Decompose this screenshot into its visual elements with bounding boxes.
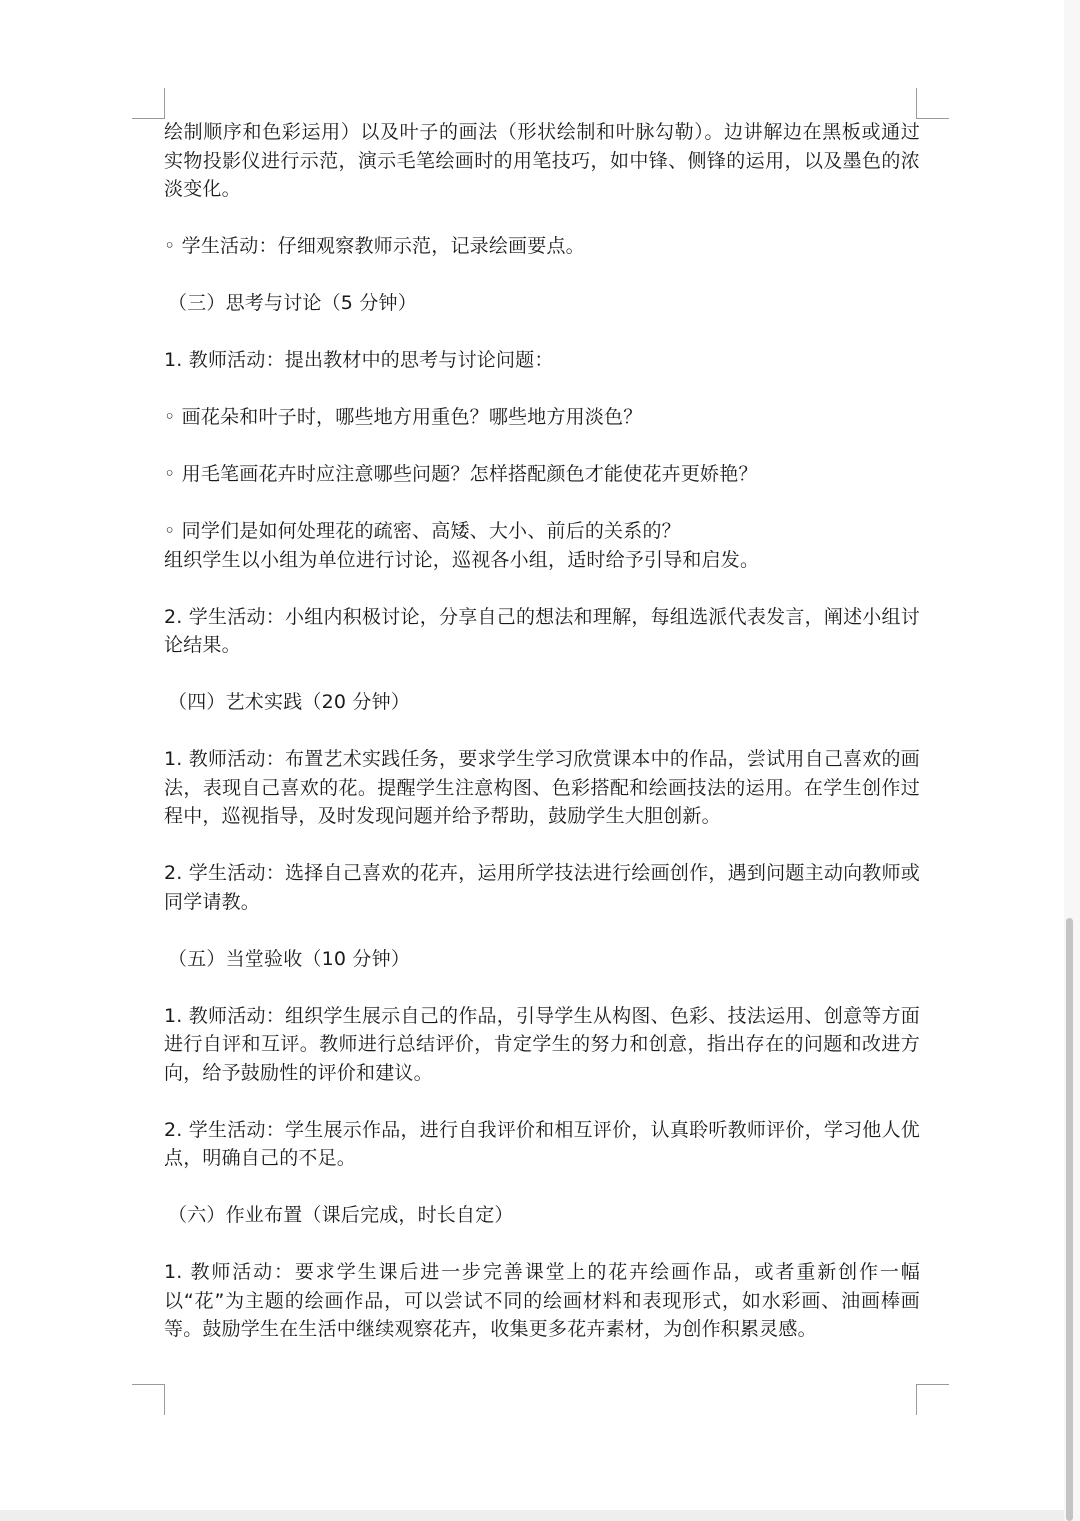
paragraph-student-evaluation: 2. 学生活动：学生展示作品，进行自我评价和相互评价，认真聆听教师评价，学习他人优点，明确自己的不足。: [164, 1118, 920, 1169]
document-body: [164, 118, 920, 1372]
paragraph-teacher-evaluation: 1. 教师活动：组织学生展示自己的作品，引导学生从构图、色彩、技法运用、创意等方面进行自评和互评。教师进行总结评价，肯定学生的努力和创意，指出存在的问题和改进方向，给予鼓励性的评价和建议。: [164, 1004, 920, 1084]
section-heading-discussion: （三）思考与讨论（5 分钟）: [168, 292, 417, 314]
paragraph-demo-description: 绘制顺序和色彩运用）以及叶子的画法（形状绘制和叶脉勾勒）。边讲解边在黑板或通过实物投影仪进行示范，演示毛笔绘画时的用笔技巧，如中锋、侧锋的运用，以及墨色的浓淡变化。: [164, 121, 920, 200]
paragraph-student-practice: 2. 学生活动：选择自己喜欢的花卉，运用所学技法进行绘画创作，遇到问题主动向教师或同学请教。: [164, 862, 920, 913]
paragraph-student-discussion: 2. 学生活动：小组内积极讨论，分享自己的想法和理解，每组选派代表发言，阐述小组讨论结果。: [164, 605, 920, 656]
margin-corner-top-left: [132, 88, 165, 119]
page-gap: [0, 1510, 1064, 1521]
list-item-question-1: ◦ 画花朵和叶子时，哪些地方用重色？哪些地方用淡色？: [164, 406, 643, 428]
section-heading-homework: （六）作业布置（课后完成，时长自定）: [168, 1204, 514, 1226]
section-heading-practice: （四）艺术实践（20 分钟）: [168, 691, 411, 713]
list-item-question-2: ◦ 用毛笔画花卉时应注意哪些问题？怎样搭配颜色才能使花卉更娇艳？: [164, 463, 758, 485]
paragraph-group-discussion: 组织学生以小组为单位进行讨论，巡视各小组，适时给予引导和启发。: [164, 548, 760, 571]
paragraph-teacher-homework: 1. 教师活动：要求学生课后进一步完善课堂上的花卉绘画作品，或者重新创作一幅以“花”为主题的绘画作品，可以尝试不同的绘画材料和表现形式，如水彩画、油画棒画等。鼓励学生在生活中继续观察花卉，收集更多花卉素材，为创作积累灵感。: [164, 1261, 920, 1340]
margin-corner-bottom-left: [132, 1384, 165, 1415]
list-item-question-3: ◦ 同学们是如何处理花的疏密、高矮、大小、前后的关系的？: [164, 520, 681, 542]
paragraph-teacher-practice: 1. 教师活动：布置艺术实践任务，要求学生学习欣赏课本中的作品，尝试用自己喜欢的画法，表现自己喜欢的花。提醒学生注意构图、色彩搭配和绘画技法的运用。在学生创作过程中，巡视指导，及时发现问题并给予帮助，鼓励学生大胆创新。: [164, 748, 920, 827]
scrollbar-thumb[interactable]: [1066, 918, 1073, 1521]
paragraph-student-observe: ◦ 学生活动：仔细观察教师示范，记录绘画要点。: [164, 235, 585, 257]
section-heading-evaluation: （五）当堂验收（10 分钟）: [168, 947, 411, 970]
margin-corner-top-right: [916, 88, 949, 119]
paragraph-teacher-questions: 1. 教师活动：提出教材中的思考与讨论问题：: [164, 349, 554, 371]
margin-corner-bottom-right: [916, 1384, 949, 1415]
